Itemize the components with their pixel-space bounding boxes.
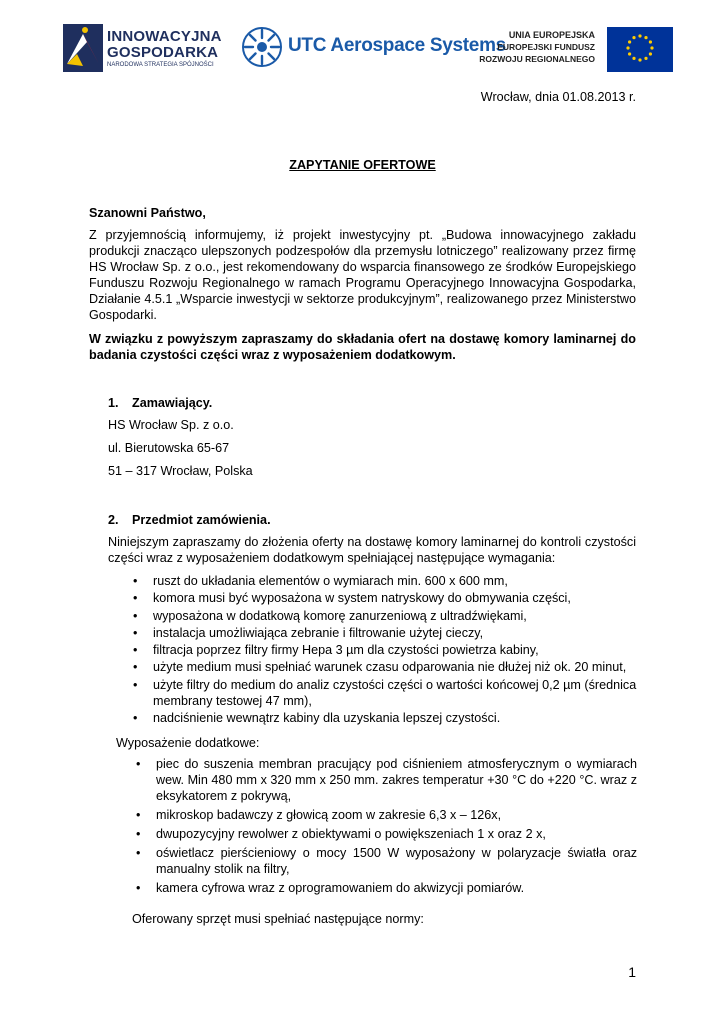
logo-left-line1: INNOWACYJNA <box>107 28 222 45</box>
section1-company: HS Wrocław Sp. z o.o. <box>108 418 234 432</box>
intro-paragraph: Z przyjemnością informujemy, iż projekt inwestycyjny pt. „Budowa innowacyjnego zakładu produkcji znacząco ulepszonych podzespołów dla przemysłu lotniczego” realizowany przez firmę HS Wrocław Sp. z o.o., jest rekomendowany do wsparcia finansowego ze środków Europejskiego Funduszu Rozwoju Regionalnego w ramach Programu Operacyjnego Innowacyjna Gospodarka, Działanie 4.5.1 „Wsparcie inwestycji w sektorze produkcyjnym”, realizowanego przez Ministerstwo Gospodarki. <box>89 228 636 322</box>
extra-item: • kamera cyfrowa wraz z oprogramowaniem do akwizycji pomiarów. <box>156 880 637 896</box>
norms-intro: Oferowany sprzęt musi spełniać następujące normy: <box>132 912 424 926</box>
section1-number: 1. <box>108 396 119 410</box>
innowacyjna-gospodarka-logo <box>63 24 223 74</box>
salutation: Szanowni Państwo, <box>89 206 206 220</box>
requirement-item: • komora musi być wyposażona w system natryskowy do obmywania części, <box>153 590 638 606</box>
extra-item: • oświetlacz pierścieniowy o mocy 1500 W wyposażony w polaryzacje światła oraz manualny stolik na filtry, <box>156 845 637 877</box>
page-number: 1 <box>628 964 636 980</box>
document-date: Wrocław, dnia 01.08.2013 r. <box>480 90 636 104</box>
extra-item: • dwupozycyjny rewolwer z obiektywami o powiększeniach 1 x oraz 2 x, <box>156 826 637 842</box>
section2-intro: Niniejszym zapraszamy do złożenia oferty na dostawę komory laminarnej do kontroli czystości części wraz z wyposażeniem dodatkowym spełniającej następujące wymagania: <box>108 535 636 565</box>
document-title: ZAPYTANIE OFERTOWE <box>289 158 436 172</box>
section1-city: 51 – 317 Wrocław, Polska <box>108 464 253 478</box>
section1-street: ul. Bierutowska 65-67 <box>108 441 230 455</box>
requirement-item: • filtracja poprzez filtry firmy Hepa 3 µm dla czystości powietrza kabiny, <box>153 642 638 658</box>
requirement-item: • instalacja umożliwiająca zebranie i filtrowanie użytej cieczy, <box>153 625 638 641</box>
eu-flag-icon <box>607 27 673 72</box>
extras-list <box>156 756 637 896</box>
section2-heading: Przedmiot zamówienia. <box>132 513 271 527</box>
logo-center-name: UTC Aerospace Systems <box>288 35 506 56</box>
ig-emblem-icon <box>63 24 103 72</box>
extra-item: • mikroskop badawczy z głowicą zoom w zakresie 6,3 x – 126x, <box>156 807 637 823</box>
requirements-list <box>153 573 638 726</box>
logo-right-line2: EUROPEJSKI FUNDUSZ <box>497 42 595 52</box>
requirement-item: • użyte filtry do medium do analiz czystości części o wartości końcowej 0,2 µm (średnica membrany testowej 47 mm), <box>153 677 638 709</box>
logo-left-line3: NARODOWA STRATEGIA SPÓJNOŚCI <box>107 62 214 68</box>
invitation-paragraph: W związku z powyższym zapraszamy do składania ofert na dostawę komory laminarnej do badania czystości części wraz z wyposażeniem dodatkowym. <box>89 332 636 362</box>
requirement-item: • wyposażona w dodatkową komorę zanurzeniową z ultradźwiękami, <box>153 608 638 624</box>
requirement-item: • ruszt do układania elementów o wymiarach min. 600 x 600 mm, <box>153 573 638 589</box>
logo-right-line1: UNIA EUROPEJSKA <box>508 30 595 40</box>
utc-emblem-icon <box>242 27 282 67</box>
extra-item: • piec do suszenia membran pracujący pod ciśnieniem atmosferycznym o wymiarach wew. Min 480 mm x 320 mm x 250 mm. zakres temperatur +30 °C do +220 °C. wraz z eksykatorem z pokrywą, <box>156 756 637 804</box>
eu-logo <box>479 27 673 73</box>
requirement-item: • nadciśnienie wewnątrz kabiny dla uzyskania lepszej czystości. <box>153 710 638 726</box>
section2-number: 2. <box>108 513 119 527</box>
extras-heading: Wyposażenie dodatkowe: <box>116 736 260 750</box>
logo-left-line2: GOSPODARKA <box>107 44 219 61</box>
utc-aerospace-logo <box>242 27 506 67</box>
logo-right-line3: ROZWOJU REGIONALNEGO <box>479 54 595 64</box>
requirement-item: • użyte medium musi spełniać warunek czasu odparowania nie dłużej niż ok. 20 minut, <box>153 659 638 675</box>
section1-heading: Zamawiający. <box>132 396 213 410</box>
